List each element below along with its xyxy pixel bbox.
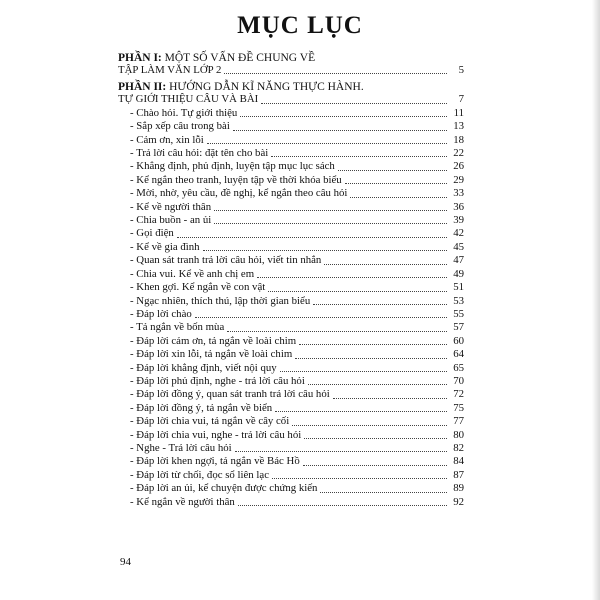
dot-leader	[303, 465, 447, 466]
dot-leader	[280, 371, 447, 372]
toc-entry-title: - Đáp lời chia vui, nghe - trả lời câu hỏi	[130, 428, 302, 441]
toc-part-1	[118, 52, 464, 77]
toc-entry-title: - Đáp lời đồng ý, quan sát tranh trả lời câu hỏi	[130, 388, 330, 401]
page-ref: 80	[453, 428, 464, 441]
toc-entry	[118, 402, 464, 415]
toc-entry-title: - Khen gợi. Kể ngắn về con vật	[130, 281, 266, 294]
page-ref: 84	[453, 455, 464, 468]
toc-entry-title: - Chào hỏi. Tự giới thiệu	[130, 106, 238, 119]
page-ref: 45	[453, 240, 464, 253]
toc-entry-title: - Trả lời câu hỏi: đặt tên cho bài	[130, 147, 269, 160]
dot-leader	[295, 358, 447, 359]
dot-leader	[275, 411, 447, 412]
toc-entry-title: - Khẳng định, phủ định, luyện tập mục lục sách	[130, 160, 335, 173]
toc-entry-title: - Tả ngắn về bốn mùa	[130, 321, 225, 334]
page-ref: 47	[453, 254, 464, 267]
toc-entry	[118, 455, 464, 468]
toc-entry	[118, 227, 464, 240]
toc-entry-title: - Đáp lời chia vui, tả ngắn về cây cối	[130, 415, 290, 428]
toc-entry	[118, 295, 464, 308]
toc-entry	[118, 362, 464, 375]
dot-leader	[207, 143, 447, 144]
dot-leader	[227, 331, 447, 332]
toc-entry	[118, 415, 464, 428]
page-ref: 92	[453, 495, 464, 508]
toc-entry	[118, 241, 464, 254]
toc-part-2	[118, 81, 464, 106]
toc-entry	[118, 308, 464, 321]
toc-entry-title: - Đáp lời cảm ơn, tả ngắn về loài chim	[130, 334, 297, 347]
toc-entry	[118, 214, 464, 227]
page-ref: 70	[453, 374, 464, 387]
toc-entry	[118, 348, 464, 361]
page-ref: 82	[453, 441, 464, 454]
page-ref: 18	[453, 133, 464, 146]
toc-entry-title: - Cảm ơn, xin lỗi	[130, 133, 204, 146]
dot-leader	[233, 130, 447, 131]
dot-leader	[304, 438, 447, 439]
dot-leader	[299, 344, 447, 345]
toc-entry-title: - Đáp lời phủ định, nghe - trả lời câu hỏi	[130, 374, 305, 387]
page-ref: 55	[453, 307, 464, 320]
dot-leader	[320, 492, 447, 493]
toc-entry	[118, 442, 464, 455]
toc-entry-title: - Đáp lời chào	[130, 307, 192, 320]
toc-entry-title: - Đáp lời xin lỗi, tả ngắn về loài chim	[130, 348, 293, 361]
toc-entry	[118, 147, 464, 160]
page-ref: 87	[453, 468, 464, 481]
page-ref: 64	[453, 348, 464, 361]
dot-leader	[333, 398, 447, 399]
page-ref: 22	[453, 147, 464, 160]
toc-entry-title: - Đáp lời từ chối, đọc sổ liên lạc	[130, 468, 269, 481]
toc-entry-title: - Gọi điện	[130, 227, 174, 240]
page-ref: 5	[458, 64, 464, 76]
toc-entry	[118, 254, 464, 267]
toc-entry-title: - Mời, nhờ, yêu cầu, đề nghị, kể ngắn theo câu hỏi	[130, 187, 348, 200]
page-number: 94	[120, 556, 131, 568]
toc-entry-title: - Chia vui. Kể về anh chị em	[130, 267, 255, 280]
toc-entry	[118, 107, 464, 120]
page-ref: 57	[453, 321, 464, 334]
dot-leader	[238, 505, 447, 506]
toc-entry	[118, 268, 464, 281]
dot-leader	[195, 317, 447, 318]
dot-leader	[240, 116, 447, 117]
toc-entry-title: - Kể ngắn về người thân	[130, 495, 235, 508]
dot-leader	[292, 425, 447, 426]
toc-entry	[118, 388, 464, 401]
toc-entry	[118, 201, 464, 214]
toc-entry-title: - Ngạc nhiên, thích thú, lập thời gian biểu	[130, 294, 311, 307]
page-ref: 11	[453, 106, 464, 119]
page-ref: 77	[453, 415, 464, 428]
page-ref: 49	[453, 267, 464, 280]
page-ref: 89	[453, 482, 464, 495]
toc-entry	[118, 160, 464, 173]
toc-entry	[118, 496, 464, 509]
dot-leader	[308, 384, 447, 385]
toc-entry-title: - Kể về gia đình	[130, 240, 200, 253]
page-edge-shadow	[592, 0, 600, 600]
page-ref: 72	[453, 388, 464, 401]
dot-leader	[214, 210, 447, 211]
page-ref: 51	[453, 281, 464, 294]
toc-entry	[118, 321, 464, 334]
dot-leader	[261, 103, 447, 104]
toc-entry-title: - Kể về người thân	[130, 200, 212, 213]
part-title-line1: MỘT SỐ VẤN ĐỀ CHUNG VỀ	[161, 52, 316, 64]
toc-entry	[118, 469, 464, 482]
page-ref: 13	[453, 120, 464, 133]
toc-entry-title: - Đáp lời khẳng định, viết nội quy	[130, 361, 277, 374]
toc-entry-title: - Kể ngắn theo tranh, luyện tập về thời khóa biểu	[130, 173, 342, 186]
dot-leader	[268, 291, 447, 292]
page-ref: 42	[453, 227, 464, 240]
part-title-line2: TỰ GIỚI THIỆU CÂU VÀ BÀI	[118, 93, 259, 106]
page-ref: 65	[453, 361, 464, 374]
part-label: PHẦN I:	[118, 52, 162, 64]
page-ref: 26	[453, 160, 464, 173]
dot-leader	[271, 156, 447, 157]
page-ref: 36	[453, 200, 464, 213]
part-title-line2: TẬP LÀM VĂN LỚP 2	[118, 64, 222, 76]
part-label: PHẦN II:	[118, 81, 167, 94]
toc-entry	[118, 335, 464, 348]
dot-leader	[177, 237, 447, 238]
toc-entry	[118, 174, 464, 187]
toc-entry-title: - Đáp lời an ủi, kể chuyện được chứng kiến	[130, 482, 318, 495]
dot-leader	[257, 277, 447, 278]
dot-leader	[313, 304, 447, 305]
page-ref: 7	[458, 93, 464, 106]
toc-entry	[118, 375, 464, 388]
dot-leader	[203, 250, 447, 251]
dot-leader	[324, 264, 447, 265]
part-title-line1: HƯỚNG DẪN KĨ NĂNG THỰC HÀNH.	[166, 81, 364, 94]
toc-items	[118, 107, 464, 509]
toc-entry-title: - Đáp lời khen ngợi, tả ngắn về Bác Hồ	[130, 455, 300, 468]
table-of-contents	[118, 52, 464, 509]
page-ref: 75	[453, 401, 464, 414]
toc-entry-title: - Chia buồn - an ủi	[130, 214, 212, 227]
page-ref: 53	[453, 294, 464, 307]
dot-leader	[345, 183, 447, 184]
toc-entry	[118, 429, 464, 442]
toc-entry	[118, 134, 464, 147]
dot-leader	[272, 478, 447, 479]
page-title: MỤC LỤC	[237, 12, 363, 39]
toc-entry-title: - Đáp lời đồng ý, tả ngắn về biển	[130, 401, 273, 414]
page-ref: 33	[453, 187, 464, 200]
toc-entry-title: - Quan sát tranh trả lời câu hỏi, viết tin nhắn	[130, 254, 322, 267]
page-ref: 60	[453, 334, 464, 347]
dot-leader	[235, 451, 447, 452]
toc-entry	[118, 187, 464, 200]
dot-leader	[338, 170, 447, 171]
toc-entry	[118, 120, 464, 133]
toc-entry	[118, 482, 464, 495]
page-ref: 39	[453, 214, 464, 227]
toc-entry-title: - Nghe - Trả lời câu hỏi	[130, 441, 232, 454]
dot-leader	[350, 197, 447, 198]
dot-leader	[224, 73, 447, 74]
dot-leader	[214, 223, 447, 224]
toc-entry-title: - Sắp xếp câu trong bài	[130, 120, 230, 133]
page-ref: 29	[453, 173, 464, 186]
toc-entry	[118, 281, 464, 294]
